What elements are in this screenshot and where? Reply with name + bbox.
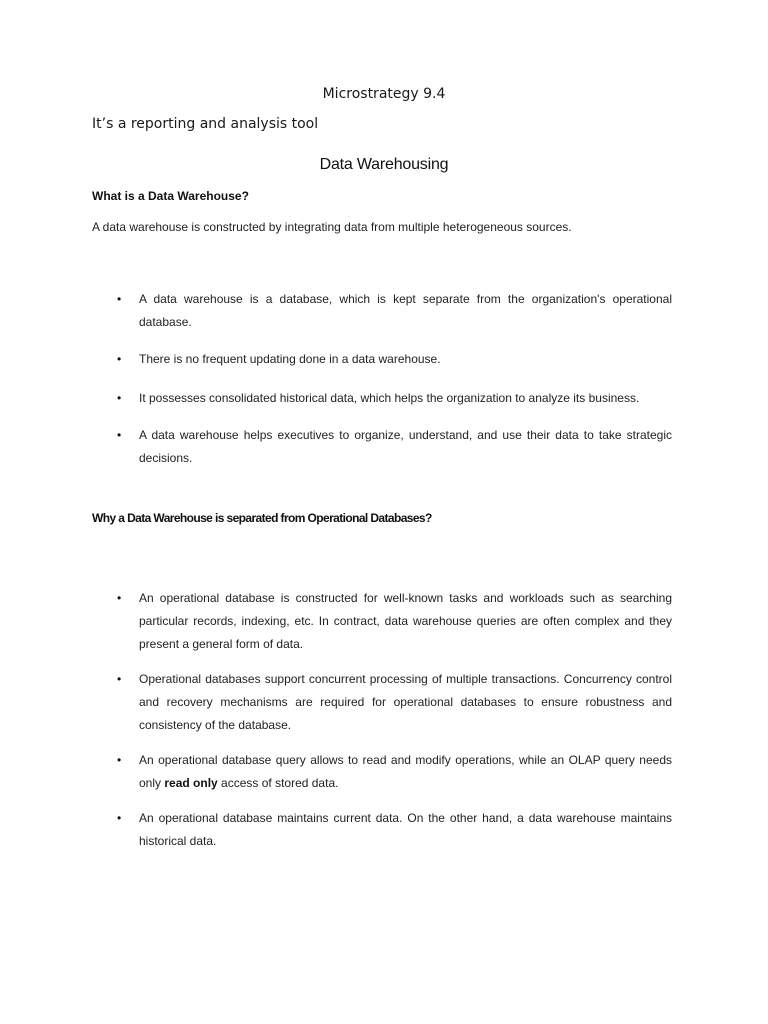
list-item (92, 749, 672, 795)
list-item (92, 424, 672, 470)
list-item-text: A data warehouse helps executives to organize, understand, and use their data to take strategic decisions. (139, 428, 672, 465)
list-item-text: Operational databases support concurrent processing of multiple transactions. Concurrency control and recovery mechanisms are required for operational databases to ensure robustness and consistency of the database. (139, 672, 672, 732)
list-item-text: A data warehouse is a database, which is kept separate from the organization's operational database. (139, 292, 672, 329)
list-item (92, 668, 672, 737)
bold-text: read only (164, 776, 218, 790)
list-item (92, 387, 672, 410)
intro-paragraph: A data warehouse is constructed by integrating data from multiple heterogeneous sources. (92, 220, 572, 234)
bullet-icon: • (117, 352, 122, 366)
list-item (92, 807, 672, 853)
bullet-icon: • (117, 428, 122, 442)
document-subtitle: It’s a reporting and analysis tool (92, 116, 319, 132)
list-item-text: An operational database maintains current data. On the other hand, a data warehouse maintains historical data. (139, 811, 672, 848)
list-item (92, 587, 672, 656)
list-item (92, 348, 672, 371)
bullet-icon: • (117, 753, 122, 767)
list-item (92, 288, 672, 334)
document-title: Microstrategy 9.4 (322, 86, 446, 102)
list-item-text: There is no frequent updating done in a data warehouse. (139, 352, 441, 366)
bullet-list-operational (92, 587, 672, 865)
list-item-text-before: An operational database query allows to read and modify operations, while an OLAP query needs only (139, 753, 672, 790)
bullet-icon: • (117, 591, 122, 605)
question-heading-1: What is a Data Warehouse? (92, 189, 249, 203)
list-item-text-after: access of stored data. (217, 776, 339, 790)
bullet-icon: • (117, 391, 122, 405)
list-item-text: It possesses consolidated historical data, which helps the organization to analyze its business. (139, 391, 640, 405)
bullet-icon: • (117, 811, 122, 825)
list-item-text: An operational database is constructed for well-known tasks and workloads such as searching particular records, indexing, etc. In contract, data warehouse queries are often complex and they present a general form of data. (139, 591, 672, 651)
section-heading: Data Warehousing (319, 156, 449, 173)
bullet-icon: • (117, 672, 122, 686)
bullet-icon: • (117, 292, 122, 306)
question-heading-2: Why a Data Warehouse is separated from Operational Databases? (92, 511, 432, 525)
bullet-list-data-warehouse (92, 288, 672, 484)
